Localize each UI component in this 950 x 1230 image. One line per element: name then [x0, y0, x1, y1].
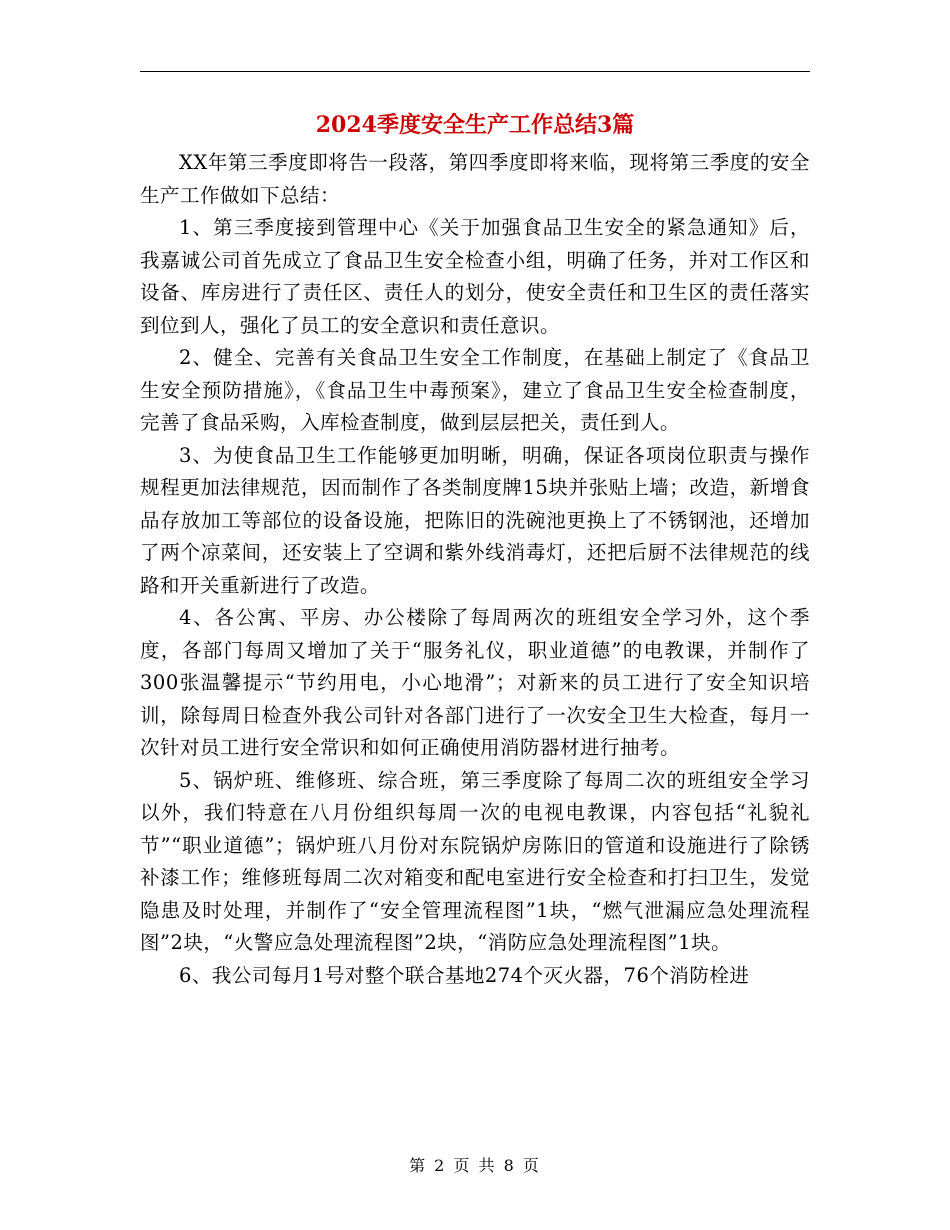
document-title: 2024季度安全生产工作总结3篇 [315, 112, 635, 138]
paragraph-2: 2、健全、完善有关食品卫生安全工作制度，在基础上制定了《食品卫生安全预防措施》，《食品卫生中毒预案》，建立了食品卫生安全检查制度，完善了食品采购，入库检查制度，做到层层把关，责任到人。 [140, 346, 810, 434]
header-rule [140, 71, 810, 72]
paragraph-6: 6、我公司每月1号对整个联合基地274个灭火器，76个消防栓进 [179, 963, 750, 987]
paragraph-1: 1、第三季度接到管理中心《关于加强食品卫生安全的紧急通知》后，我嘉诚公司首先成立了食品卫生安全检查小组，明确了任务，并对工作区和设备、库房进行了责任区、责任人的划分，使安全责任和卫生区的责任落实到位到人，强化了员工的安全意识和责任意识。 [140, 216, 810, 337]
paragraph-3: 3、为使食品卫生工作能够更加明晰，明确，保证各项岗位职责与操作规程更加法律规范，因而制作了各类制度牌15块并张贴上墙；改造，新增食品存放加工等部位的设备设施，把陈旧的洗碗池更换上了不锈钢池，还增加了两个凉菜间，还安装上了空调和紫外线消毒灯，还把后厨不法律规范的线路和开关重新进行了改造。 [140, 443, 810, 597]
page-footer: 第 2 页 共 8 页 [409, 1156, 541, 1175]
document-body [140, 147, 810, 992]
paragraph-5: 5、锅炉班、维修班、综合班，第三季度除了每周二次的班组安全学习以外，我们特意在八月份组织每周一次的电视电教课，内容包括“礼貌礼节”“职业道德”；锅炉班八月份对东院锅炉房陈旧的管道和设施进行了除锈补漆工作；维修班每周二次对箱变和配电室进行安全检查和打扫卫生，发觉隐患及时处理，并制作了“安全管理流程图”1块，“燃气泄漏应急处理流程图”2块，“火警应急处理流程图”2块，“消防应急处理流程图”1块。 [140, 768, 810, 954]
paragraph-intro: XX年第三季度即将告一段落，第四季度即将来临，现将第三季度的安全生产工作做如下总结： [140, 151, 810, 207]
paragraph-4: 4、各公寓、平房、办公楼除了每周两次的班组安全学习外，这个季度，各部门每周又增加了关于“服务礼仪，职业道德”的电教课，并制作了300张温馨提示“节约用电，小心地滑”；对新来的员工进行了安全知识培训，除每周日检查外我公司针对各部门进行了一次安全卫生大检查，每月一次针对员工进行安全常识和如何正确使用消防器材进行抽考。 [140, 606, 810, 759]
